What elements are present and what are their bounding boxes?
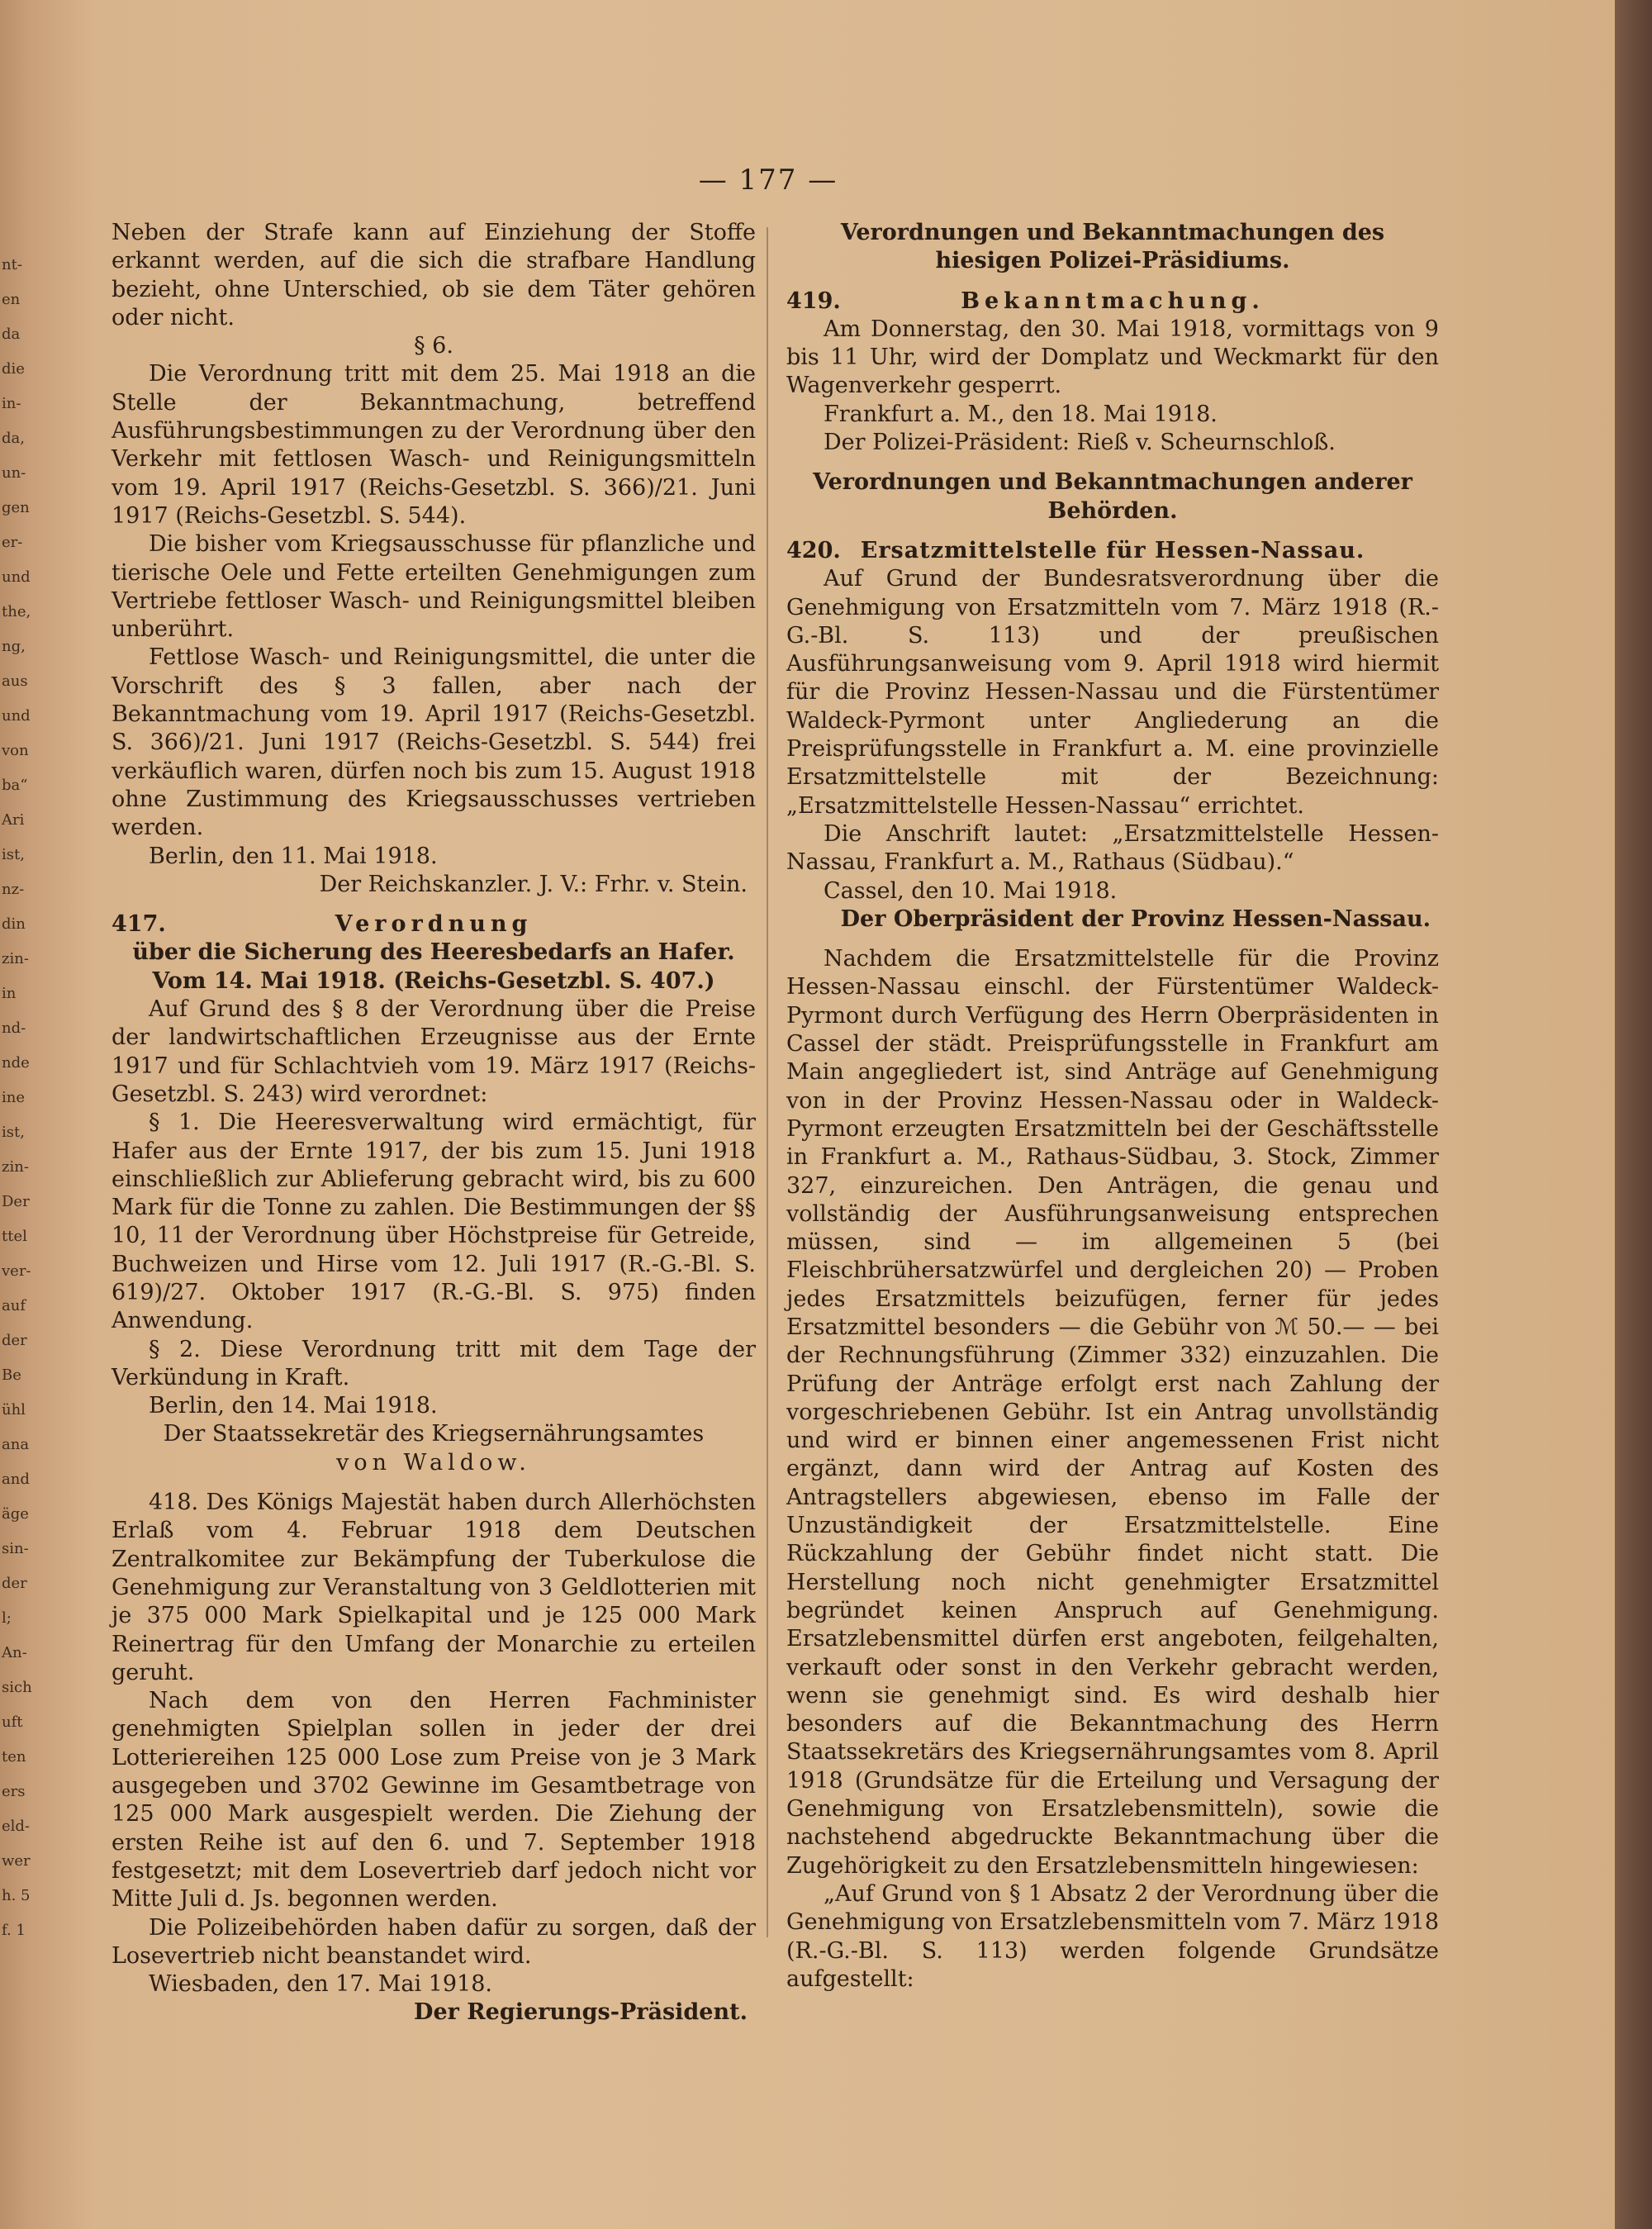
margin-fragment: Be (2, 1366, 21, 1384)
margin-fragment: ten (2, 1748, 26, 1766)
margin-fragment: en (2, 291, 21, 308)
margin-fragment: ver- (2, 1262, 31, 1280)
margin-fragment: ng, (2, 638, 26, 655)
margin-fragment: ers (2, 1783, 26, 1800)
section-6-paragraph-2: Die bisher vom Kriegsausschusse für pflanzliche und tierische Oele und Fette erteilten Genehmigungen zum Vertriebe fettloser Wasch- und Reinigungsmittel bleiben unberührt. (112, 531, 756, 643)
book-cover-edge (1615, 0, 1652, 2229)
notice-419-paragraph: Am Donnerstag, den 30. Mai 1918, vormittags von 9 bis 11 Uhr, wird der Domplatz und Weckmarkt für den Wagenverkehr gesperrt. (786, 316, 1439, 399)
notice-417-date: Vom 14. Mai 1918. (Reichs-Gesetzbl. S. 407.) (152, 967, 715, 994)
previous-page-edge (0, 0, 33, 2229)
margin-fragment: nde (2, 1054, 30, 1072)
notice-417-paragraph-1: Auf Grund des § 8 der Verordnung über die Preise der landwirtschaftlichen Erzeugnisse aus der Ernte 1917 und für Schlachtvieh vom 19. März 1917 (Reichs-Gesetzbl. S. 243) wird verordnet: (112, 996, 756, 1107)
margin-fragment: ttel (2, 1228, 27, 1245)
margin-fragment: von (2, 742, 29, 759)
margin-fragment: er- (2, 534, 23, 551)
notice-420-signature: Der Oberpräsident der Provinz Hessen-Nassau. (840, 905, 1431, 932)
margin-fragment: nd- (2, 1019, 26, 1037)
margin-fragment: in- (2, 395, 21, 412)
notice-420-number: 420. (786, 537, 841, 563)
margin-fragment: f. 1 (2, 1922, 26, 1939)
right-column (786, 219, 1439, 1994)
margin-fragment: ine (2, 1089, 26, 1106)
notice-420-paragraph-1: Auf Grund der Bundesratsverordnung über die Genehmigung von Ersatzmitteln vom 7. März 1918 (R.-G.-Bl. S. 113) und der preußischen Ausführungsanweisung vom 9. April 1918 wird hiermit für die Provinz Hessen-Nassau und die Fürstentümer Waldeck-Pyrmont unter Angliederung an die Preisprüfungsstelle in Frankfurt a. M. eine provinzielle Ersatzmittelstelle mit der Bezeichnung: „Ersatzmittelstelle Hessen-Nassau“ errichtet. (786, 566, 1439, 819)
notice-420-place-date: Cassel, den 10. Mai 1918. (824, 877, 1118, 904)
notice-418-signature: Der Regierungs-Präsident. (414, 1999, 748, 2026)
notice-417-subtitle: über die Sicherung des Heeresbedarfs an Hafer. (132, 939, 735, 966)
margin-fragment: the, (2, 603, 31, 620)
notice-420-title: Ersatzmittelstelle für Hessen-Nassau. (860, 537, 1365, 563)
notice-417-paragraph-3: § 2. Diese Verordnung tritt mit dem Tage der Verkündung in Kraft. (112, 1336, 756, 1390)
intro-paragraph: Neben der Strafe kann auf Einziehung der Stoffe erkannt werden, auf die sich die strafbare Handlung bezieht, ohne Unterschied, ob sie dem Täter gehören oder nicht. (112, 220, 756, 330)
page-number: — 177 — (698, 164, 838, 197)
section-6-paragraph-3: Fettlose Wasch- und Reinigungsmittel, die unter die Vorschrift des § 3 fallen, aber nach der Bekanntmachung vom 19. April 1917 (Reichs-Gesetzbl. S. 366)/21. Juni 1917 (Reichs-Gesetzbl. S. 544) frei verkäuflich waren, dürfen noch bis zum 15. August 1918 ohne Zustimmung des Kriegsausschusses vertrieben werden. (112, 644, 756, 841)
notice-420-paragraph-3: Nachdem die Ersatzmittelstelle für die Provinz Hessen-Nassau einschl. der Fürstentümer Waldeck-Pyrmont durch Verfügung des Herrn Oberpräsidenten in Cassel der städt. Preisprüfungsstelle in Frankfurt am Main angegliedert ist, sind Anträge auf Genehmigung von in der Provinz Hessen-Nassau oder in Waldeck-Pyrmont erzeugten Ersatzmitteln bei der Geschäftsstelle in Frankfurt a. M., Rathaus-Südbau, 3. Stock, Zimmer 327, einzureichen. Den Anträgen, die genau und vollständig der Ausführungsanweisung entsprechen müssen, sind — im allgemeinen 5 (bei Fleischbrühersatzwürfel und dergleichen 20) — Proben jedes Ersatzmittels beizufügen, ferner für jedes Ersatzmittel besonders — die Gebühr von ℳ 50.— — bei der Rechnungsführung (Zimmer 332) einzuzahlen. Die Prüfung der Anträge erfolgt erst nach Zahlung der vorgeschriebenen Gebühr. Ist ein Antrag unvollständig und wird er binnen einer angemessenen Frist nicht ergänzt, dann wird der Antrag auf Kosten des Antragstellers abgewiesen, ebenso im Falle der Unzuständigkeit der Ersatzmittelstelle. Eine Rückzahlung der Gebühr findet nicht statt. Die Herstellung noch nicht genehmigter Ersatzmittel begründet keinen Anspruch auf Genehmigung. Ersatzlebensmittel dürfen erst angeboten, feilgehalten, verkauft oder sonst in den Verkehr gebracht werden, wenn sie genehmigt sind. Es wird deshalb hier besonders auf die Bekanntmachung des Herrn Staatssekretärs des Kriegsernährungsamtes vom 8. April 1918 (Grundsätze für die Erteilung und Versagung der Genehmigung von Ersatzlebensmitteln), sowie die nachstehend abgedruckte Bekanntmachung über die Zugehörigkeit zu den Ersatzlebensmitteln hingewiesen: (786, 946, 1439, 1879)
notice-420-header (786, 537, 1439, 565)
margin-fragment: and (2, 1471, 30, 1488)
section-6-paragraph-1: Die Verordnung tritt mit dem 25. Mai 1918 an die Stelle der Bekanntmachung, betreffend Ausführungsbestimmungen zu der Verordnung über den Verkehr mit fettlosen Wasch- und Reinigungsmitteln vom 19. April 1917 (Reichs-Gesetzbl. S. 366)/21. Juni 1917 (Reichs-Gesetzbl. S. 544). (112, 361, 756, 529)
margin-fragment: zin- (2, 1158, 29, 1176)
margin-fragment: auf (2, 1297, 26, 1314)
margin-fragment: l; (2, 1609, 12, 1627)
margin-fragment: h. 5 (2, 1887, 31, 1904)
notice-418-paragraph-3: Die Polizeibehörden haben dafür zu sorgen, daß der Losevertrieb nicht beanstandet wird. (112, 1914, 756, 1969)
margin-fragment: ist, (2, 1124, 25, 1141)
column-divider (767, 227, 768, 1937)
margin-fragment: nt- (2, 256, 22, 273)
margin-fragment: An- (2, 1644, 27, 1661)
margin-fragment: wer (2, 1852, 31, 1870)
margin-fragment: gen (2, 499, 30, 516)
margin-fragment: sich (2, 1679, 32, 1696)
notice-418-paragraph-1: 418. Des Königs Majestät haben durch Allerhöchsten Erlaß vom 4. Februar 1918 dem Deutschen Zentralkomitee zur Bekämpfung der Tuberkulose die Genehmigung zur Veranstaltung von 3 Geldlotterien mit je 375 000 Mark Spielkapital und je 125 000 Mark Reinertrag für den Umfang der Monarchie zu erteilen geruht. (112, 1490, 756, 1685)
margin-fragment: ühl (2, 1401, 26, 1419)
notice-419-signature: Der Polizei-Präsident: Rieß v. Scheurnschloß. (824, 430, 1336, 456)
margin-fragment: und (2, 707, 31, 725)
notice-417-place-date: Berlin, den 14. Mai 1918. (149, 1393, 438, 1419)
section-6-heading: § 6. (414, 333, 453, 359)
notice-419-place-date: Frankfurt a. M., den 18. Mai 1918. (824, 401, 1218, 427)
notice-420-paragraph-2: Die Anschrift lautet: „Ersatzmittelstelle Hessen-Nassau, Frankfurt a. M., Rathaus (Südbau).“ (786, 820, 1439, 876)
notice-417-number: 417. (112, 911, 166, 938)
notice-419-number: 419. (786, 288, 841, 314)
section-6-place-date: Berlin, den 11. Mai 1918. (149, 843, 438, 869)
margin-fragment: Ari (2, 811, 25, 829)
document-page (33, 0, 1615, 2229)
margin-fragment: da (2, 326, 21, 343)
margin-fragment: nz- (2, 881, 25, 898)
notice-418-paragraph-2: Nach dem von den Herren Fachminister genehmigten Spielplan sollen in jeder der drei Lotteriereihen 125 000 Lose zum Preise von je 3 Mark ausgegeben und 3702 Gewinne im Gesamtbetrage von 125 000 Mark ausgespielt werden. Die Ziehung der ersten Reihe ist auf den 6. und 7. September 1918 festgesetzt; mit dem Losevertrieb darf jedoch nicht vor Mitte Juli d. Js. begonnen werden. (112, 1688, 756, 1913)
notice-417-signature-line-2: von Waldow. (336, 1449, 531, 1476)
margin-fragment: eld- (2, 1818, 31, 1835)
margin-fragment: äge (2, 1505, 29, 1523)
margin-fragment: in (2, 985, 17, 1002)
margin-fragment: zin- (2, 950, 29, 967)
notice-417-title: Verordnung (335, 911, 533, 938)
notice-417-signature-line-1: Der Staatssekretär des Kriegsernährungsamtes (163, 1421, 705, 1447)
notice-417-paragraph-2: § 1. Die Heeresverwaltung wird ermächtigt, für Hafer aus der Ernte 1917, der bis zum 15. Juni 1918 einschließlich zur Ablieferung gebracht wird, bis zu 600 Mark für die Tonne zu zahlen. Die Bestimmungen der §§ 10, 11 der Verordnung über Höchstpreise für Getreide, Buchweizen und Hirse vom 12. Juli 1917 (R.-G.-Bl. S. 619)/27. Oktober 1917 (R.-G.-Bl. S. 975) finden Anwendung. (112, 1110, 756, 1334)
notice-419-header (786, 288, 1439, 316)
margin-fragment: da, (2, 430, 25, 447)
margin-fragment: ist, (2, 846, 25, 863)
margin-fragment: aus (2, 673, 28, 690)
margin-fragment: din (2, 915, 26, 933)
notice-418-place-date: Wiesbaden, den 17. Mai 1918. (149, 1971, 492, 1998)
section-heading-police: Verordnungen und Bekanntmachungen des hiesigen Polizei-Präsidiums. (840, 220, 1385, 274)
margin-fragment: der (2, 1575, 27, 1592)
margin-fragment: un- (2, 464, 26, 482)
margin-fragment: ba“ (2, 777, 28, 794)
margin-fragment: uft (2, 1713, 23, 1731)
notice-417-header (112, 910, 756, 939)
left-column (112, 219, 756, 2027)
margin-fragment: ana (2, 1436, 30, 1453)
notice-420-paragraph-4: „Auf Grund von § 1 Absatz 2 der Verordnung über die Genehmigung von Ersatzlebensmitteln vom 7. März 1918 (R.-G.-Bl. S. 113) werden folgende Grundsätze aufgestellt: (786, 1880, 1439, 1992)
margin-fragment: und (2, 568, 31, 586)
margin-fragment: Der (2, 1193, 30, 1210)
margin-fragment: sin- (2, 1540, 29, 1557)
margin-fragment: die (2, 360, 25, 378)
section-heading-other-authorities: Verordnungen und Bekanntmachungen anderer Behörden. (813, 469, 1412, 524)
notice-419-title: Bekanntmachung. (961, 288, 1265, 314)
section-6-signature: Der Reichskanzler. J. V.: Frhr. v. Stein. (319, 871, 748, 897)
margin-fragment: der (2, 1332, 27, 1349)
